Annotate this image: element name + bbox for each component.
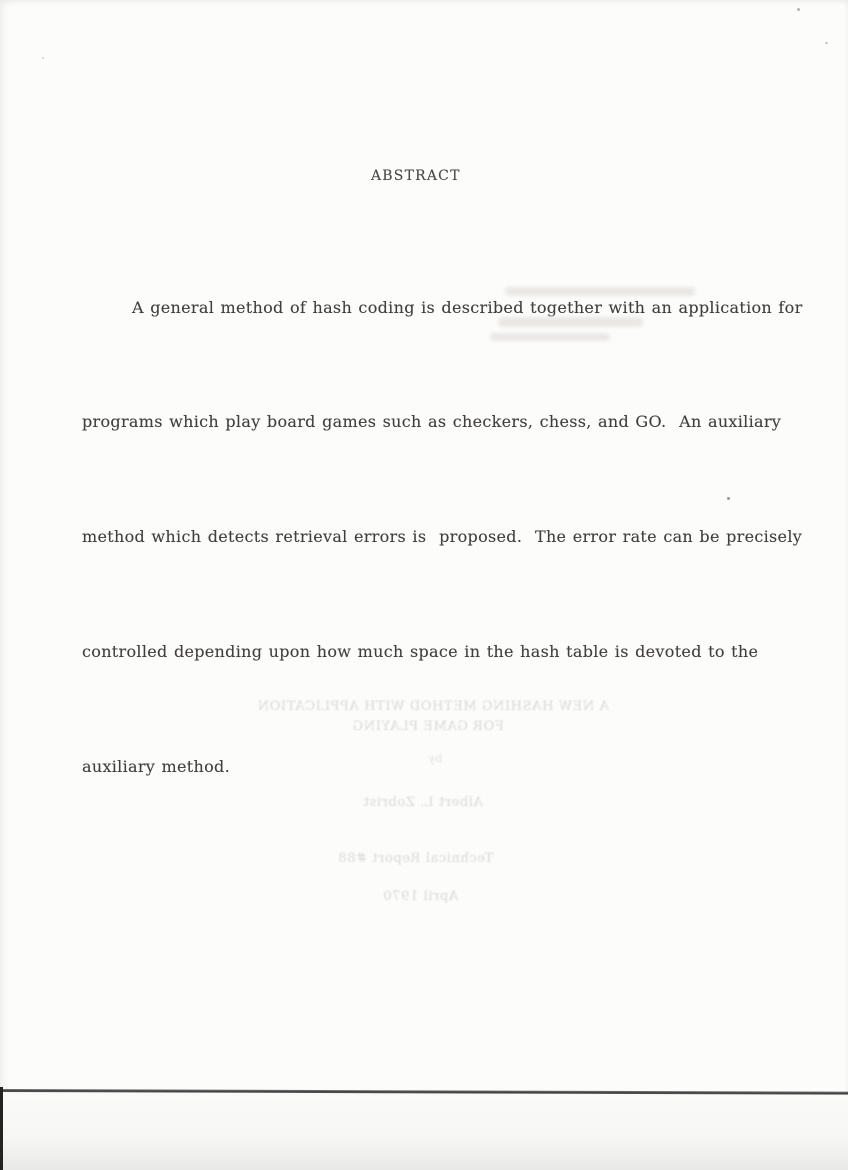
bleed-through-title-line-1: A NEW HASHING METHOD WITH APPLICATION <box>257 699 609 714</box>
page-title: ABSTRACT <box>371 168 461 184</box>
scanner-background <box>0 1092 848 1170</box>
abstract-line: A general method of hash coding is described together with an application for <box>132 297 803 317</box>
abstract-line: method which detects retrieval errors is proposed. The error rate can be precisely <box>82 527 803 547</box>
scan-speck <box>727 497 730 500</box>
bleed-through-byline: by <box>427 752 443 765</box>
abstract-line: programs which play board games such as checkers, chess, and GO. An auxiliary <box>82 412 782 432</box>
bleed-through-smudge <box>490 333 610 341</box>
bleed-through-author: Albert L. Zobrist <box>363 795 483 810</box>
abstract-paragraph <box>82 212 803 863</box>
bleed-through-smudge <box>498 317 643 327</box>
page-left-edge-shadow <box>0 1087 3 1170</box>
bleed-through-title-line-2: FOR GAME PLAYING <box>352 719 504 734</box>
abstract-line: controlled depending upon how much space in the hash table is devoted to the <box>82 642 759 662</box>
bleed-through-smudge <box>505 287 695 296</box>
scan-speck <box>825 42 828 44</box>
bleed-through-date: April 1970 <box>382 889 459 904</box>
scan-speck <box>42 57 44 59</box>
abstract-line: auxiliary method. <box>82 757 230 777</box>
scan-speck <box>797 8 800 11</box>
bleed-through-report-number: Technical Report #88 <box>337 851 494 866</box>
